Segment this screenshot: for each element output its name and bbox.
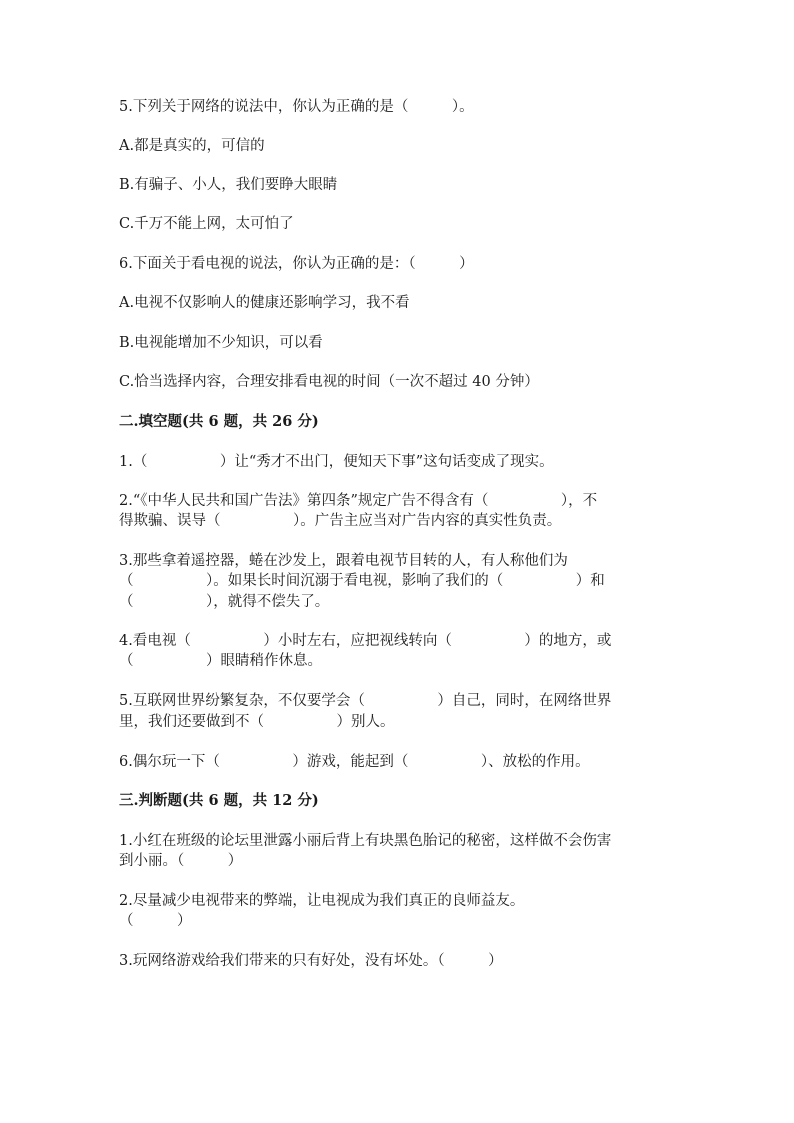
fill-blank-2-line-2: 得欺骗、误导（ ）。广告主应当对广告内容的真实性负责。 (119, 513, 562, 529)
question-6-option-c: C.恰当选择内容，合理安排看电视的时间（一次不超过 40 分钟） (119, 374, 539, 390)
judgement-2-line-2: （ ） (119, 913, 192, 929)
fill-blank-2-line-1: 2.“《中华人民共和国广告法》第四条”规定广告不得含有（ ），不 (119, 493, 598, 509)
fill-blank-6: 6.偶尔玩一下（ ）游戏，能起到（ ）、放松的作用。 (119, 754, 590, 770)
section-judgement-heading: 三.判断题(共 6 题，共 12 分) (119, 792, 319, 809)
fill-blank-4-line-2: （ ）眼睛稍作休息。 (119, 653, 322, 669)
fill-blank-3-line-1: 3.那些拿着遥控器，蜷在沙发上，跟着电视节目转的人，有人称他们为 (119, 553, 568, 569)
judgement-3: 3.玩网络游戏给我们带来的只有好处，没有坏处。（ ） (119, 953, 503, 969)
fill-blank-1: 1.（ ）让“秀才不出门，便知天下事”这句话变成了现实。 (119, 454, 554, 470)
judgement-2-line-1: 2.尽量减少电视带来的弊端，让电视成为我们真正的良师益友。 (119, 893, 525, 909)
question-6-option-b: B.电视能增加不少知识，可以看 (119, 335, 323, 351)
fill-blank-4-line-1: 4.看电视（ ）小时左右，应把视线转向（ ）的地方，或 (119, 633, 612, 649)
fill-blank-5-line-1: 5.互联网世界纷繁复杂，不仅要学会（ ）自己，同时，在网络世界 (119, 693, 612, 709)
question-5-option-b: B.有骗子、小人，我们要睁大眼睛 (119, 177, 338, 193)
question-6-option-a: A.电视不仅影响人的健康还影响学习，我不看 (119, 295, 410, 311)
fill-blank-5-line-2: 里，我们还要做到不（ ）别人。 (119, 714, 395, 730)
question-5-option-a: A.都是真实的，可信的 (119, 138, 265, 154)
question-5-stem: 5.下列关于网络的说法中，你认为正确的是（ ）。 (119, 99, 474, 115)
question-5-option-c: C.千万不能上网，太可怕了 (119, 216, 294, 232)
judgement-1-line-1: 1.小红在班级的论坛里泄露小丽后背上有块黑色胎记的秘密，这样做不会伤害 (119, 833, 612, 849)
fill-blank-3-line-3: （ ），就得不偿失了。 (119, 594, 330, 610)
section-fill-blank-heading: 二.填空题(共 6 题，共 26 分) (119, 413, 319, 430)
judgement-1-line-2: 到小丽。（ ） (119, 853, 243, 869)
question-6-stem: 6.下面关于看电视的说法，你认为正确的是：（ ） (119, 256, 474, 272)
fill-blank-3-line-2: （ ）。如果长时间沉溺于看电视，影响了我们的（ ）和 (119, 573, 605, 589)
